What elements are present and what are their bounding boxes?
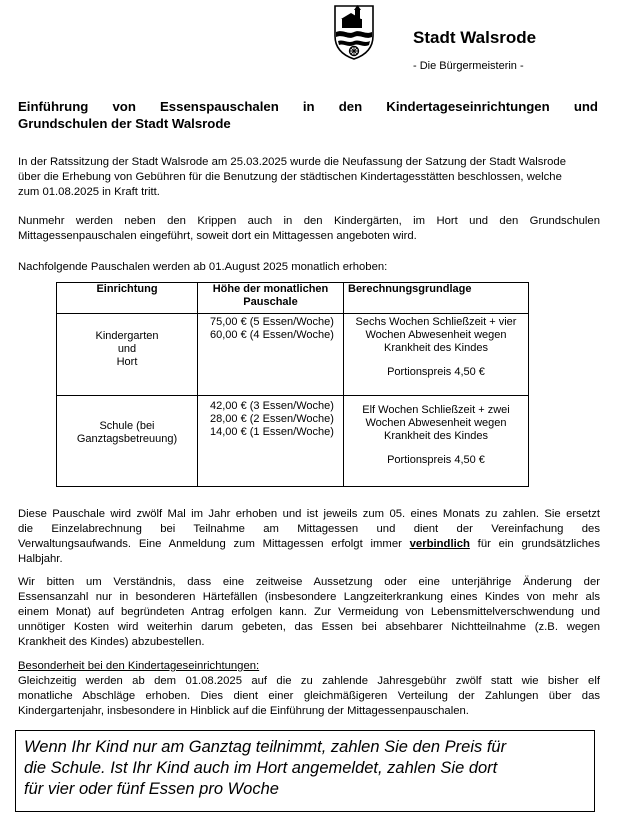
column-header: Einrichtung xyxy=(57,283,198,314)
text-line: Diese Pauschale wird zwölf Mal im Jahr erhoben und ist jeweils zum 05. eines Monats zu zahlen. Sie ersetzt xyxy=(18,508,600,520)
fee-line: 14,00 € (1 Essen/Woche) xyxy=(210,426,334,438)
paragraph-council-decision xyxy=(18,155,600,200)
text-line: unnötiger Kosten wird weiterhin darum gebeten, das Essen bei absehbarer Nichtteilnahme (z.B. wegen xyxy=(18,621,600,633)
text-line: Krankheit des Kindes) abzubestellen. xyxy=(18,636,205,648)
text-line: zum 01.08.2025 in Kraft tritt. xyxy=(18,186,160,198)
text-line: einem Monat) auf begründeten Antrag erfolgen kann. Zur Vermeidung von Lebensmittelverschwendung und xyxy=(18,606,600,618)
note-box xyxy=(15,730,595,812)
document-title xyxy=(18,98,598,132)
text-line: Gleichzeitig werden ab dem 01.08.2025 auf die zu zahlende Jahresgebühr zwölf statt wie bisher elf xyxy=(18,675,600,687)
facility-line: Schule (bei xyxy=(99,420,155,432)
town-coat-of-arms-icon xyxy=(333,4,375,60)
portion-price: Portionspreis 4,50 € xyxy=(387,454,485,466)
text-line: Wir bitten um Verständnis, dass eine zeitweise Aussetzung oder eine unterjährige Änderung der xyxy=(18,576,600,588)
note-line: die Schule. Ist Ihr Kind auch im Hort angemeldet, zahlen Sie dort xyxy=(24,759,498,777)
basis-cell xyxy=(344,314,529,396)
section-heading: Besonderheit bei den Kindertageseinrichtungen: xyxy=(18,660,260,672)
fee-line: 60,00 € (4 Essen/Woche) xyxy=(210,329,334,341)
basis-line: Wochen Abwesenheit wegen xyxy=(365,417,507,429)
text-line: Mittagessenpauschalen eingeführt, soweit dort ein Mittagessen angeboten wird. xyxy=(18,230,417,242)
fee-line: 42,00 € (3 Essen/Woche) xyxy=(210,400,334,412)
text-line: Halbjahr. xyxy=(18,553,63,565)
fee-line: 28,00 € (2 Essen/Woche) xyxy=(210,413,334,425)
text-fragment: Verwaltungsaufwands. Eine Anmeldung zum Mittagessen erfolgt immer xyxy=(18,538,410,550)
table-row xyxy=(57,314,529,396)
text-line: über die Erhebung von Gebühren für die Benutzung der städtischen Kindertagesstätten beschlossen, welche xyxy=(18,171,562,183)
note-line: Wenn Ihr Kind nur am Ganztag teilnimmt, zahlen Sie den Preis für xyxy=(24,738,507,756)
basis-line: Elf Wochen Schließzeit + zwei xyxy=(362,404,510,416)
basis-line: Krankheit des Kindes xyxy=(384,430,488,442)
paragraph-hardship xyxy=(18,575,600,650)
basis-line: Sechs Wochen Schließzeit + vier xyxy=(355,316,517,328)
table-header-row xyxy=(57,283,529,314)
fee-cell xyxy=(198,396,344,487)
column-header: Berechnungsgrundlage xyxy=(344,283,529,314)
title-line: Einführung von Essenspauschalen in den Kindertageseinrichtungen und xyxy=(18,99,598,114)
text-line: Essensanzahl nur in besonderen Härtefällen (insbesondere Langzeiterkrankung eines Kindes von mehr als xyxy=(18,591,600,603)
text-line: monatliche Abschläge erhoben. Dies dient einer gleichmäßigeren Verteilung der Zahlungen über das xyxy=(18,690,600,702)
office-subtitle: - Die Bürgermeisterin - xyxy=(413,60,524,72)
town-name: Stadt Walsrode xyxy=(413,28,537,47)
portion-price: Portionspreis 4,50 € xyxy=(387,366,485,378)
facility-line: und xyxy=(117,343,137,355)
paragraph-payment xyxy=(18,507,600,567)
text-line: Nunmehr werden neben den Krippen auch in den Kindergärten, im Hort und den Grundschulen xyxy=(18,215,600,227)
text-line: die Einzelabrechnung bei Teilnahme am Mittagessen und dient der Vereinfachung des xyxy=(18,523,600,535)
text-fragment: für ein grundsätzliches xyxy=(469,538,600,550)
title-line: Grundschulen der Stadt Walsrode xyxy=(18,116,231,131)
column-header: Höhe der monatlichen Pauschale xyxy=(198,283,344,314)
basis-line: Krankheit des Kindes xyxy=(384,342,488,354)
basis-line: Wochen Abwesenheit wegen xyxy=(365,329,507,341)
text-line: Kindergartenjahr, insbesondere in Hinblick auf die Einführung der Mittagessenpauschalen. xyxy=(18,705,469,717)
note-line: für vier oder fünf Essen pro Woche xyxy=(24,780,279,798)
text-line xyxy=(18,537,600,552)
fee-cell xyxy=(198,314,344,396)
fee-line: 75,00 € (5 Essen/Woche) xyxy=(210,316,334,328)
facility-line: Ganztagsbetreuung) xyxy=(76,433,178,445)
paragraph-kita-special xyxy=(18,659,600,719)
basis-cell xyxy=(344,396,529,487)
facility-cell xyxy=(57,396,198,487)
paragraph-introduction xyxy=(18,214,600,244)
table-row xyxy=(57,396,529,487)
paragraph-table-intro: Nachfolgende Pauschalen werden ab 01.August 2025 monatlich erhoben: xyxy=(18,261,388,273)
facility-cell xyxy=(57,314,198,396)
fee-table xyxy=(56,282,529,487)
facility-line: Kindergarten xyxy=(95,330,159,342)
text-line: In der Ratssitzung der Stadt Walsrode am 25.03.2025 wurde die Neufassung der Satzung der Stadt Walsrode xyxy=(18,156,566,168)
facility-line: Hort xyxy=(116,356,138,368)
emphasis-binding: verbindlich xyxy=(409,538,470,550)
